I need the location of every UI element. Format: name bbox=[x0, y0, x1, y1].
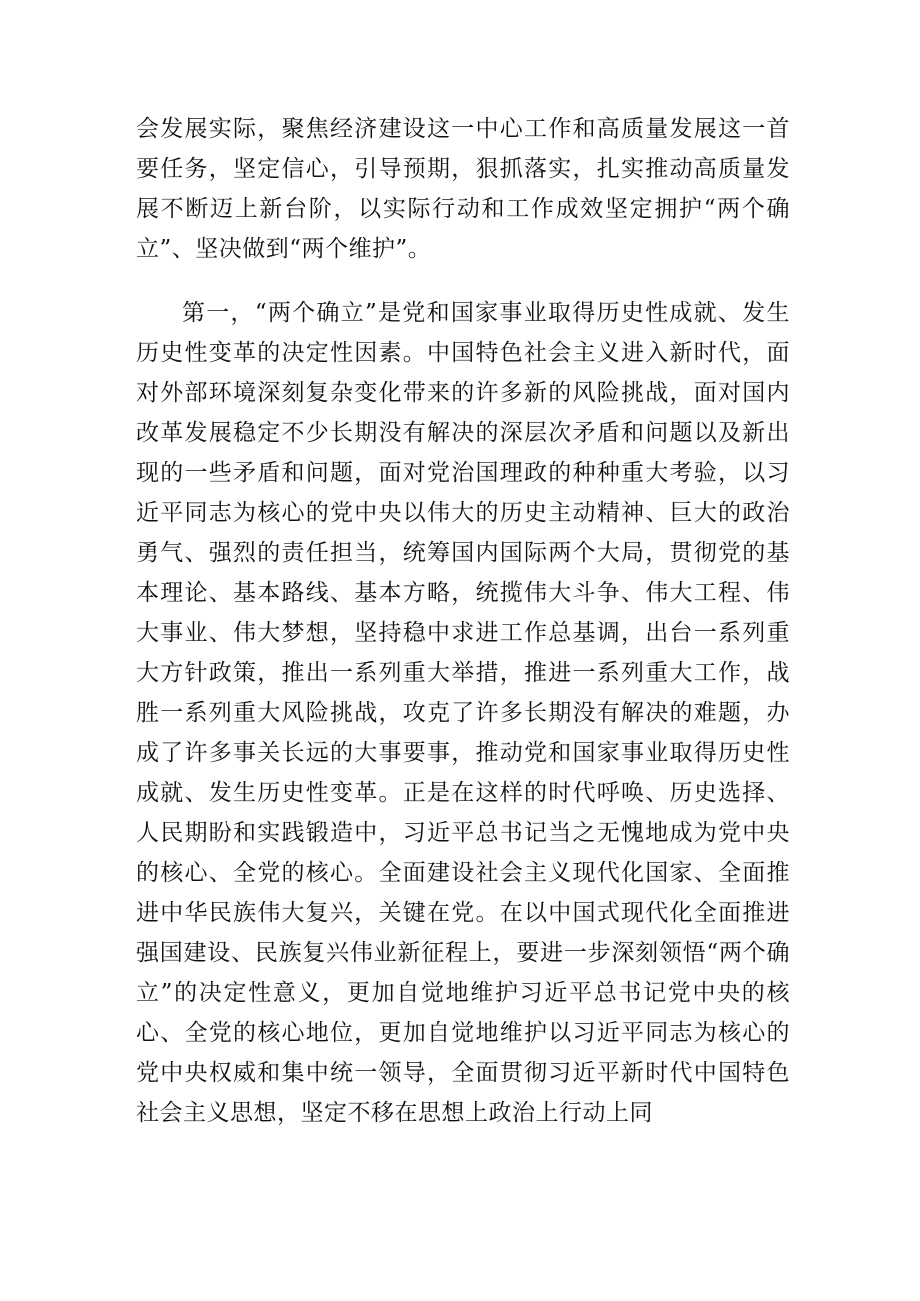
paragraph-2: 第一，“两个确立”是党和国家事业取得历史性成就、发生历史性变革的决定性因素。中国特色社会主义进入新时代，面对外部环境深刻复杂变化带来的许多新的风险挑战，面对国内改革发展稳定不少长期没有解决的深层次矛盾和问题以及新出现的一些矛盾和问题，面对党治国理政的种种重大考验，以习近平同志为核心的党中央以伟大的历史主动精神、巨大的政治勇气、强烈的责任担当，统筹国内国际两个大局，贯彻党的基本理论、基本路线、基本方略，统揽伟大斗争、伟大工程、伟大事业、伟大梦想，坚持稳中求进工作总基调，出台一系列重大方针政策，推出一系列重大举措，推进一系列重大工作，战胜一系列重大风险挑战，攻克了许多长期没有解决的难题，办成了许多事关长远的大事要事，推动党和国家事业取得历史性成就、发生历史性变革。正是在这样的时代呼唤、历史选择、人民期盼和实践锻造中，习近平总书记当之无愧地成为党中央的核心、全党的核心。全面建设社会主义现代化国家、全面推进中华民族伟大复兴，关键在党。在以中国式现代化全面推进强国建设、民族复兴伟业新征程上，要进一步深刻领悟“两个确立”的决定性意义，更加自觉地维护习近平总书记党中央的核心、全党的核心地位，更加自觉地维护以习近平同志为核心的党中央权威和集中统一领导，全面贯彻习近平新时代中国特色社会主义思想，坚定不移在思想上政治上行动上同 bbox=[136, 300, 790, 1126]
document-body bbox=[136, 109, 790, 1133]
paragraph-1: 会发展实际，聚焦经济建设这一中心工作和高质量发展这一首要任务，坚定信心，引导预期，狠抓落实，扎实推动高质量发展不断迈上新台阶，以实际行动和工作成效坚定拥护“两个确立”、坚决做到“两个维护”。 bbox=[136, 116, 790, 262]
